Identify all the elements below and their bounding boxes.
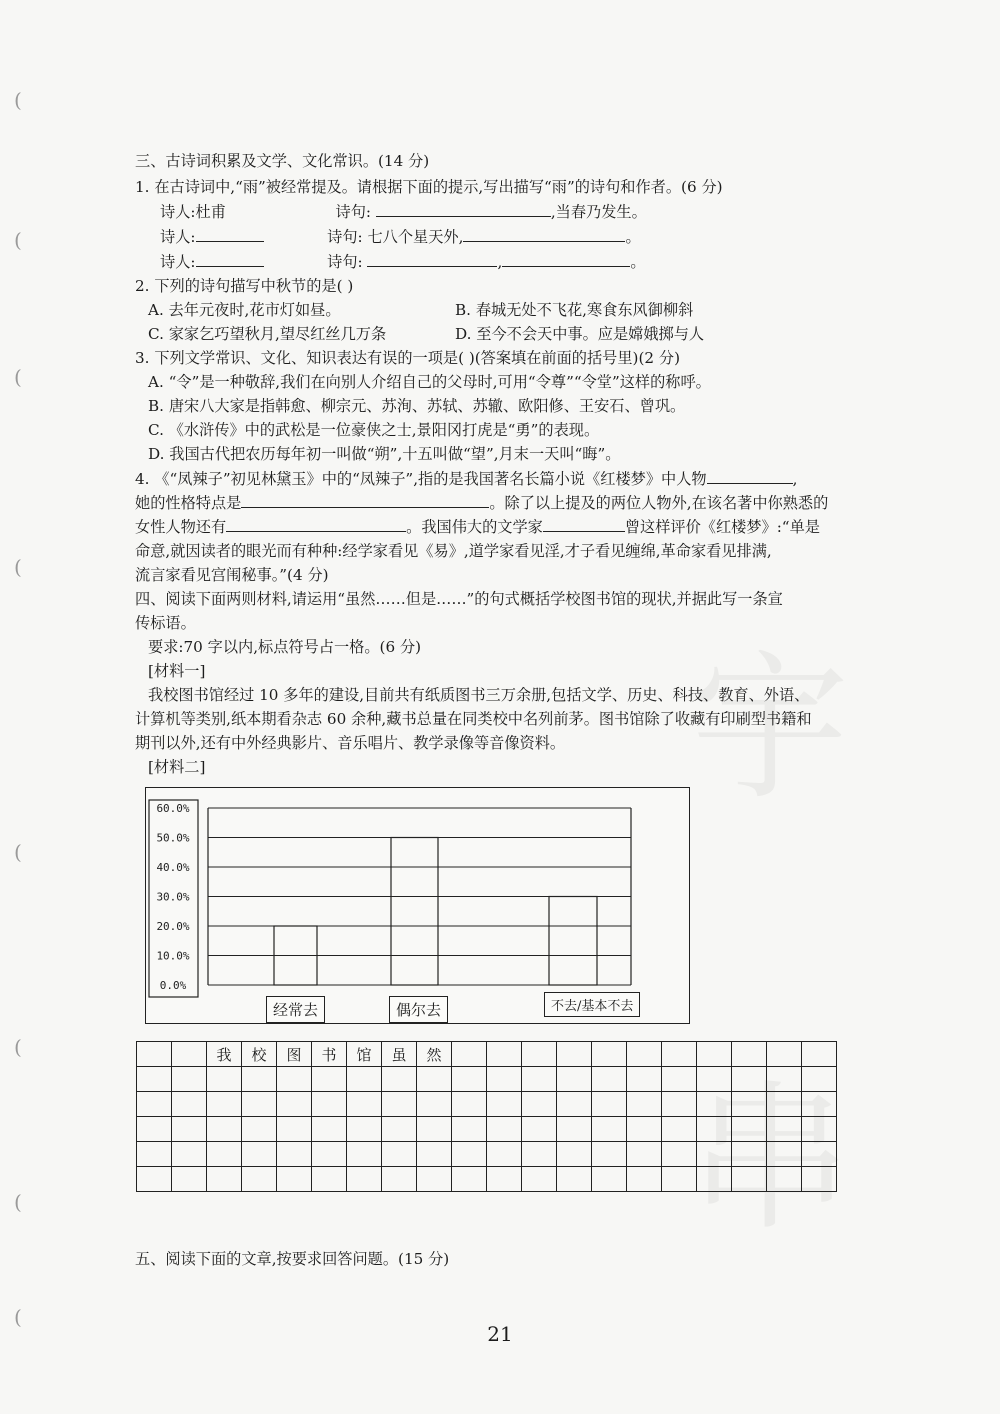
grid-cell[interactable] (242, 1142, 277, 1167)
grid-cell[interactable]: 书 (312, 1042, 347, 1067)
grid-cell[interactable] (487, 1092, 522, 1117)
answer-blank[interactable] (463, 227, 625, 242)
comma: , (792, 470, 798, 488)
grid-cell[interactable] (137, 1092, 172, 1117)
grid-cell[interactable] (732, 1142, 767, 1167)
q4-text: 。除了以上提及的两位人物外,在该名著中你熟悉的 (489, 494, 829, 512)
answer-grid (136, 1041, 837, 1192)
answer-blank[interactable] (226, 517, 406, 532)
grid-cell[interactable] (487, 1167, 522, 1192)
q3-option-d: D. 我国古代把农历每年初一叫做“朔”,十五叫做“望”,月末一天叫“晦”。 (148, 445, 621, 463)
material1-line1: 我校图书馆经过 10 多年的建设,目前共有纸质图书三万余册,包括文学、历史、科技、教育、外语、 (148, 686, 810, 704)
grid-cell[interactable] (557, 1142, 592, 1167)
grid-cell[interactable] (627, 1117, 662, 1142)
grid-cell[interactable] (627, 1067, 662, 1092)
binding-hole-mark: ( (14, 88, 22, 112)
q2-option-b: B. 春城无处不飞花,寒食东风御柳斜 (455, 301, 694, 319)
grid-cell[interactable]: 图 (277, 1042, 312, 1067)
grid-cell[interactable] (487, 1042, 522, 1067)
bar-2 (549, 897, 597, 986)
grid-cell[interactable] (557, 1092, 592, 1117)
y-tick-label: 60.0% (156, 802, 190, 815)
grid-cell[interactable] (627, 1167, 662, 1192)
grid-cell[interactable] (452, 1167, 487, 1192)
grid-cell[interactable] (522, 1167, 557, 1192)
grid-cell[interactable] (522, 1067, 557, 1092)
section5-title: 五、阅读下面的文章,按要求回答问题。(15 分) (135, 1250, 450, 1268)
grid-cell[interactable] (277, 1117, 312, 1142)
section3-title: 三、古诗词积累及文学、文化常识。(14 分) (135, 152, 430, 170)
grid-cell[interactable] (592, 1092, 627, 1117)
grid-cell[interactable] (627, 1042, 662, 1067)
grid-cell[interactable] (137, 1142, 172, 1167)
q4-line1 (135, 468, 797, 489)
grid-cell[interactable] (452, 1092, 487, 1117)
grid-cell[interactable] (452, 1117, 487, 1142)
grid-cell[interactable]: 馆 (347, 1042, 382, 1067)
grid-cell[interactable] (277, 1167, 312, 1192)
grid-cell[interactable] (802, 1067, 837, 1092)
grid-cell[interactable] (522, 1042, 557, 1067)
poet-label: 诗人: (160, 253, 196, 271)
grid-cell[interactable] (732, 1067, 767, 1092)
grid-cell[interactable] (242, 1092, 277, 1117)
grid-cell[interactable] (802, 1042, 837, 1067)
grid-row (137, 1067, 837, 1092)
grid-cell[interactable] (802, 1167, 837, 1192)
grid-row (137, 1142, 837, 1167)
grid-cell[interactable] (207, 1142, 242, 1167)
section4-line2: 传标语。 (135, 614, 196, 632)
grid-cell[interactable] (697, 1167, 732, 1192)
grid-cell[interactable] (732, 1167, 767, 1192)
grid-cell[interactable] (137, 1067, 172, 1092)
y-tick-label: 40.0% (156, 861, 190, 874)
binding-hole-mark: ( (14, 1190, 22, 1214)
grid-cell[interactable] (137, 1167, 172, 1192)
section4-requirement: 要求:70 字以内,标点符号占一格。(6 分) (148, 638, 422, 656)
binding-hole-mark: ( (14, 1035, 22, 1059)
grid-cell[interactable] (592, 1042, 627, 1067)
q2-stem: 2. 下列的诗句描写中秋节的是( ) (135, 277, 354, 295)
binding-hole-mark: ( (14, 1305, 22, 1329)
answer-blank[interactable] (196, 227, 264, 242)
grid-cell[interactable] (347, 1167, 382, 1192)
grid-cell[interactable] (312, 1117, 347, 1142)
row2-verse-start: 七八个星天外, (367, 228, 464, 246)
q1-row3 (160, 251, 646, 272)
grid-cell[interactable] (592, 1067, 627, 1092)
q4-line2 (135, 492, 828, 513)
grid-cell[interactable] (172, 1067, 207, 1092)
grid-cell[interactable] (242, 1167, 277, 1192)
grid-cell[interactable] (662, 1042, 697, 1067)
period: 。 (630, 253, 646, 271)
grid-cell[interactable] (277, 1142, 312, 1167)
grid-cell[interactable] (242, 1117, 277, 1142)
verse-label: 诗句: (327, 253, 363, 271)
grid-row (137, 1117, 837, 1142)
grid-cell[interactable]: 校 (242, 1042, 277, 1067)
q2-option-c: C. 家家乞巧望秋月,望尽红丝几万条 (148, 325, 387, 343)
grid-cell[interactable] (137, 1042, 172, 1067)
grid-cell[interactable] (207, 1092, 242, 1117)
grid-cell[interactable] (697, 1117, 732, 1142)
grid-cell[interactable] (557, 1067, 592, 1092)
grid-cell[interactable] (312, 1167, 347, 1192)
material1-label: [材料一] (148, 662, 206, 680)
grid-cell[interactable] (592, 1117, 627, 1142)
verse-label: 诗句: (327, 228, 363, 246)
grid-cell[interactable] (732, 1117, 767, 1142)
library-visit-chart (145, 787, 690, 1024)
grid-cell[interactable] (382, 1142, 417, 1167)
grid-cell[interactable]: 然 (417, 1042, 452, 1067)
grid-cell[interactable] (452, 1042, 487, 1067)
poet-label: 诗人: (160, 203, 196, 221)
grid-cell[interactable] (347, 1092, 382, 1117)
q4-line5: 流言家看见宫闱秘事。”(4 分) (135, 566, 329, 584)
bleed-through-mark: 宇 (690, 635, 851, 822)
q4-text: 。我国伟大的文学家 (406, 518, 543, 536)
grid-cell[interactable] (557, 1042, 592, 1067)
grid-cell[interactable] (557, 1117, 592, 1142)
binding-hole-mark: ( (14, 840, 22, 864)
grid-cell[interactable] (767, 1167, 802, 1192)
answer-blank[interactable] (376, 202, 551, 217)
grid-cell[interactable] (697, 1042, 732, 1067)
grid-row (137, 1167, 837, 1192)
grid-cell[interactable] (347, 1142, 382, 1167)
grid-row (137, 1042, 837, 1067)
grid-cell[interactable] (767, 1067, 802, 1092)
grid-cell[interactable] (487, 1142, 522, 1167)
chart-canvas (146, 788, 691, 1025)
grid-cell[interactable] (137, 1117, 172, 1142)
q4-line3 (135, 516, 820, 537)
grid-cell[interactable] (802, 1142, 837, 1167)
grid-cell[interactable] (417, 1142, 452, 1167)
grid-cell[interactable] (627, 1092, 662, 1117)
q4-text: 她的性格特点是 (135, 494, 242, 512)
grid-cell[interactable] (382, 1117, 417, 1142)
answer-blank[interactable] (367, 252, 497, 267)
y-tick-label: 20.0% (156, 920, 190, 933)
q2-option-d: D. 至今不会天中事。应是嫦娥掷与人 (455, 325, 705, 343)
grid-cell[interactable] (767, 1042, 802, 1067)
grid-cell[interactable] (452, 1067, 487, 1092)
grid-cell[interactable] (592, 1142, 627, 1167)
grid-cell[interactable] (172, 1117, 207, 1142)
grid-cell[interactable] (417, 1167, 452, 1192)
q1-row1 (160, 201, 647, 222)
category-label-frequent: 经常去 (266, 996, 325, 1023)
answer-grid-table (136, 1041, 837, 1192)
grid-cell[interactable] (802, 1092, 837, 1117)
grid-cell[interactable] (662, 1092, 697, 1117)
grid-cell[interactable] (732, 1092, 767, 1117)
grid-cell[interactable] (417, 1092, 452, 1117)
grid-cell[interactable] (417, 1117, 452, 1142)
grid-cell[interactable] (277, 1067, 312, 1092)
page-number: 21 (487, 1322, 513, 1346)
q3-option-c: C. 《水浒传》中的武松是一位豪侠之士,景阳冈打虎是“勇”的表现。 (148, 421, 600, 439)
grid-cell[interactable] (172, 1167, 207, 1192)
grid-cell[interactable] (312, 1142, 347, 1167)
grid-cell[interactable] (767, 1117, 802, 1142)
grid-cell[interactable] (522, 1142, 557, 1167)
grid-cell[interactable] (417, 1067, 452, 1092)
y-tick-label: 0.0% (159, 979, 187, 992)
grid-cell[interactable] (557, 1167, 592, 1192)
grid-cell[interactable] (697, 1142, 732, 1167)
section4-line1: 四、阅读下面两则材料,请运用“虽然……但是……”的句式概括学校图书馆的现状,并据此写一条宣 (135, 590, 783, 608)
answer-blank[interactable] (502, 252, 630, 267)
grid-cell[interactable] (522, 1092, 557, 1117)
grid-cell[interactable] (627, 1142, 662, 1167)
binding-hole-mark: ( (14, 365, 22, 389)
material1-line2: 计算机等类别,纸本期看杂志 60 余种,藏书总量在同类校中名列前茅。图书馆除了收藏有印刷型书籍和 (135, 710, 812, 728)
material1-line3: 期刊以外,还有中外经典影片、音乐唱片、教学录像等音像资料。 (135, 734, 566, 752)
row1-tail: ,当春乃发生。 (550, 203, 647, 221)
grid-cell[interactable] (732, 1042, 767, 1067)
q4-line4: 命意,就因读者的眼光而有种种:经学家看见《易》,道学家看见淫,才子看见缠绵,革命家看见排满, (135, 542, 772, 560)
grid-cell[interactable] (767, 1092, 802, 1117)
answer-blank[interactable] (196, 252, 264, 267)
grid-cell[interactable] (347, 1067, 382, 1092)
grid-cell[interactable] (697, 1067, 732, 1092)
answer-blank[interactable] (241, 493, 489, 508)
grid-cell[interactable] (172, 1042, 207, 1067)
poet-label: 诗人: (160, 228, 196, 246)
bleed-through-mark: 串 (690, 1065, 851, 1252)
grid-cell[interactable] (662, 1117, 697, 1142)
period: 。 (625, 228, 641, 246)
grid-cell[interactable] (767, 1142, 802, 1167)
grid-cell[interactable] (207, 1117, 242, 1142)
grid-cell[interactable] (382, 1092, 417, 1117)
category-label-never: 不去/基本不去 (544, 992, 640, 1017)
grid-cell[interactable]: 虽 (382, 1042, 417, 1067)
q2-option-a: A. 去年元夜时,花市灯如昼。 (148, 301, 341, 319)
grid-cell[interactable] (242, 1067, 277, 1092)
grid-cell[interactable] (312, 1067, 347, 1092)
q4-text: 曾这样评价《红楼梦》:“单是 (624, 518, 820, 536)
grid-cell[interactable] (487, 1067, 522, 1092)
q4-text: 女性人物还有 (135, 518, 227, 536)
grid-cell[interactable]: 我 (207, 1042, 242, 1067)
q3-stem: 3. 下列文学常识、文化、知识表达有误的一项是( )(答案填在前面的括号里)(2 分) (135, 349, 680, 367)
grid-cell[interactable] (382, 1167, 417, 1192)
q1-stem: 1. 在古诗词中,“雨”被经常提及。请根据下面的提示,写出描写“雨”的诗句和作者。(6 分) (135, 178, 723, 196)
y-tick-label: 10.0% (156, 949, 190, 963)
grid-cell[interactable] (592, 1167, 627, 1192)
grid-cell[interactable] (662, 1167, 697, 1192)
grid-cell[interactable] (172, 1142, 207, 1167)
grid-cell[interactable] (487, 1117, 522, 1142)
grid-cell[interactable] (802, 1117, 837, 1142)
row1-poet: 杜甫 (195, 203, 226, 221)
grid-cell[interactable] (662, 1067, 697, 1092)
category-label-occasional: 偶尔去 (389, 996, 448, 1023)
bar-1 (391, 838, 438, 986)
grid-cell[interactable] (312, 1092, 347, 1117)
answer-blank[interactable] (707, 469, 793, 484)
q3-option-a: A. “令”是一种敬辞,我们在向别人介绍自己的父母时,可用“令尊”“令堂”这样的称呼。 (148, 373, 711, 391)
binding-hole-mark: ( (14, 228, 22, 252)
grid-cell[interactable] (207, 1067, 242, 1092)
grid-cell[interactable] (382, 1067, 417, 1092)
comma: , (497, 253, 503, 271)
y-tick-label: 50.0% (156, 831, 190, 845)
material2-label: [材料二] (148, 758, 206, 776)
grid-cell[interactable] (662, 1142, 697, 1167)
grid-cell[interactable] (207, 1167, 242, 1192)
grid-cell[interactable] (522, 1117, 557, 1142)
grid-cell[interactable] (172, 1092, 207, 1117)
grid-cell[interactable] (452, 1142, 487, 1167)
grid-cell[interactable] (277, 1092, 312, 1117)
grid-row (137, 1092, 837, 1117)
y-tick-label: 30.0% (156, 890, 190, 904)
binding-hole-mark: ( (14, 555, 22, 579)
q3-option-b: B. 唐宋八大家是指韩愈、柳宗元、苏洵、苏轼、苏辙、欧阳修、王安石、曾巩。 (148, 397, 686, 415)
grid-cell[interactable] (697, 1092, 732, 1117)
q1-row2 (160, 226, 641, 247)
grid-cell[interactable] (347, 1117, 382, 1142)
answer-blank[interactable] (543, 517, 625, 532)
q4-text: 4. 《“凤辣子”初见林黛玉》中的“凤辣子”,指的是我国著名长篇小说《红楼梦》中人物 (135, 470, 707, 488)
verse-label: 诗句: (335, 203, 372, 221)
